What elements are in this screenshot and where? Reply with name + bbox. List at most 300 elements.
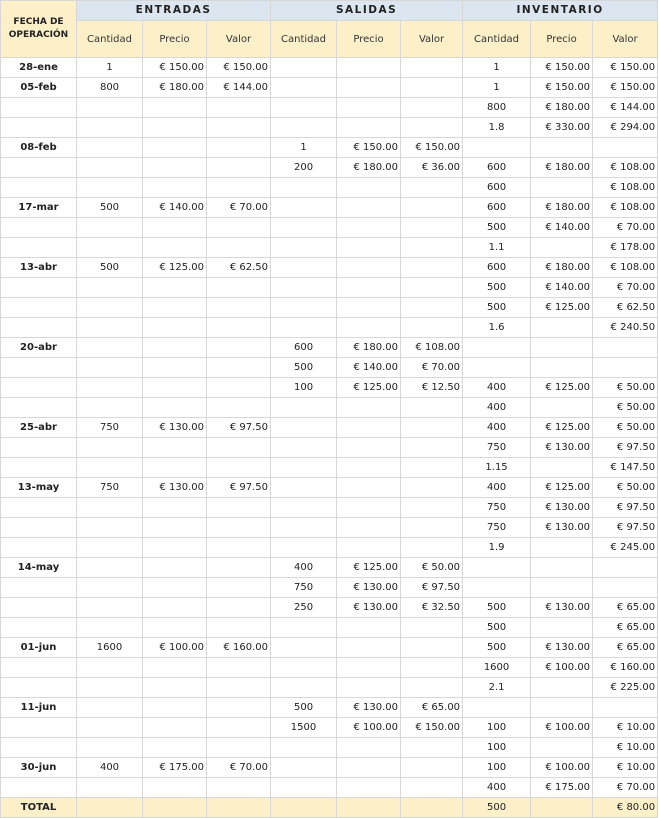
inventario-precio-cell xyxy=(531,538,593,558)
inventario-cantidad-cell: 600 xyxy=(463,178,531,198)
header-fecha: FECHA DE OPERACIÓN xyxy=(1,1,77,58)
inventario-precio-cell xyxy=(531,618,593,638)
inventario-valor-cell xyxy=(593,578,658,598)
inventario-precio-cell: € 180.00 xyxy=(531,258,593,278)
salidas-precio-cell xyxy=(337,198,401,218)
table-row xyxy=(1,258,658,278)
inventario-valor-cell: € 10.00 xyxy=(593,718,658,738)
salidas-precio-cell xyxy=(337,538,401,558)
table-row xyxy=(1,438,658,458)
inventario-precio-cell xyxy=(531,178,593,198)
entradas-cantidad-cell xyxy=(77,518,143,538)
inventario-valor-cell: € 160.00 xyxy=(593,658,658,678)
fecha-cell xyxy=(1,158,77,178)
table-row xyxy=(1,698,658,718)
inventario-cantidad-cell: 500 xyxy=(463,298,531,318)
inventario-valor-cell: € 50.00 xyxy=(593,478,658,498)
inventario-precio-cell: € 100.00 xyxy=(531,718,593,738)
salidas-cantidad-cell: 400 xyxy=(271,558,337,578)
inventario-precio-cell: € 130.00 xyxy=(531,498,593,518)
entradas-precio-cell xyxy=(143,118,207,138)
inventario-precio-cell: € 125.00 xyxy=(531,478,593,498)
salidas-valor-cell xyxy=(401,638,463,658)
salidas-cantidad-cell xyxy=(271,58,337,78)
subheader-valor: Valor xyxy=(593,21,658,58)
salidas-valor-cell xyxy=(401,238,463,258)
table-row xyxy=(1,498,658,518)
entradas-valor-cell xyxy=(207,138,271,158)
fecha-cell xyxy=(1,778,77,798)
inventario-cantidad-cell: 800 xyxy=(463,98,531,118)
fecha-cell xyxy=(1,238,77,258)
table-row xyxy=(1,138,658,158)
subheader-precio: Precio xyxy=(531,21,593,58)
entradas-valor-cell xyxy=(207,378,271,398)
fecha-cell xyxy=(1,618,77,638)
fecha-cell: 20-abr xyxy=(1,338,77,358)
entradas-valor-cell: € 150.00 xyxy=(207,58,271,78)
inventario-cantidad-cell: 600 xyxy=(463,198,531,218)
entradas-valor-cell xyxy=(207,558,271,578)
entradas-precio-cell xyxy=(143,338,207,358)
table-body xyxy=(1,58,658,798)
salidas-cantidad-cell xyxy=(271,758,337,778)
inventario-cantidad-cell: 1 xyxy=(463,58,531,78)
inventario-valor-cell: € 65.00 xyxy=(593,598,658,618)
salidas-cantidad-cell xyxy=(271,658,337,678)
entradas-valor-cell: € 70.00 xyxy=(207,198,271,218)
inventario-precio-cell: € 180.00 xyxy=(531,98,593,118)
table-row xyxy=(1,278,658,298)
salidas-cantidad-cell: 1 xyxy=(271,138,337,158)
inventario-cantidad-cell: 750 xyxy=(463,438,531,458)
inventario-valor-cell: € 178.00 xyxy=(593,238,658,258)
fecha-cell: 28-ene xyxy=(1,58,77,78)
salidas-cantidad-cell xyxy=(271,178,337,198)
subheader-precio: Precio xyxy=(337,21,401,58)
inventario-valor-cell: € 65.00 xyxy=(593,638,658,658)
entradas-cantidad-cell xyxy=(77,138,143,158)
entradas-valor-cell xyxy=(207,118,271,138)
entradas-cantidad-cell xyxy=(77,398,143,418)
inventario-precio-cell: € 125.00 xyxy=(531,298,593,318)
entradas-valor-cell: € 160.00 xyxy=(207,638,271,658)
entradas-cantidad-cell xyxy=(77,658,143,678)
salidas-valor-cell: € 150.00 xyxy=(401,718,463,738)
salidas-valor-cell xyxy=(401,678,463,698)
salidas-cantidad-cell xyxy=(271,398,337,418)
salidas-valor-cell xyxy=(401,658,463,678)
entradas-valor-cell xyxy=(207,438,271,458)
inventario-valor-cell: € 70.00 xyxy=(593,278,658,298)
entradas-valor-cell xyxy=(207,358,271,378)
salidas-valor-cell xyxy=(401,278,463,298)
inventario-precio-cell: € 180.00 xyxy=(531,158,593,178)
entradas-precio-cell xyxy=(143,498,207,518)
inventario-cantidad-cell xyxy=(463,138,531,158)
table-row xyxy=(1,198,658,218)
salidas-cantidad-cell xyxy=(271,78,337,98)
salidas-precio-cell xyxy=(337,78,401,98)
table-row xyxy=(1,758,658,778)
inventario-valor-cell: € 10.00 xyxy=(593,758,658,778)
entradas-cantidad-cell xyxy=(77,718,143,738)
table-row xyxy=(1,298,658,318)
entradas-precio-cell xyxy=(143,378,207,398)
salidas-cantidad-cell xyxy=(271,258,337,278)
entradas-cantidad-cell xyxy=(77,158,143,178)
entradas-valor-cell xyxy=(207,518,271,538)
salidas-cantidad-cell xyxy=(271,198,337,218)
salidas-valor-cell xyxy=(401,758,463,778)
entradas-cantidad-cell: 500 xyxy=(77,258,143,278)
salidas-valor-cell xyxy=(401,258,463,278)
entradas-valor-cell xyxy=(207,738,271,758)
inventario-precio-cell xyxy=(531,398,593,418)
salidas-valor-cell xyxy=(401,618,463,638)
entradas-valor-cell xyxy=(207,178,271,198)
salidas-precio-cell: € 150.00 xyxy=(337,138,401,158)
salidas-cantidad-cell: 250 xyxy=(271,598,337,618)
salidas-valor-cell: € 70.00 xyxy=(401,358,463,378)
entradas-valor-cell xyxy=(207,678,271,698)
table-row xyxy=(1,398,658,418)
inventario-valor-cell: € 108.00 xyxy=(593,158,658,178)
entradas-cantidad-cell xyxy=(77,118,143,138)
entradas-precio-cell xyxy=(143,238,207,258)
table-row xyxy=(1,598,658,618)
inventario-cantidad-cell: 1.8 xyxy=(463,118,531,138)
fecha-cell: 13-abr xyxy=(1,258,77,278)
inventario-valor-cell: € 50.00 xyxy=(593,398,658,418)
inventario-cantidad-cell: 1600 xyxy=(463,658,531,678)
cell xyxy=(207,798,271,818)
salidas-precio-cell xyxy=(337,238,401,258)
salidas-precio-cell xyxy=(337,118,401,138)
inventario-precio-cell: € 330.00 xyxy=(531,118,593,138)
entradas-valor-cell xyxy=(207,778,271,798)
fecha-cell xyxy=(1,118,77,138)
salidas-precio-cell: € 100.00 xyxy=(337,718,401,738)
subheader-valor: Valor xyxy=(401,21,463,58)
cell xyxy=(531,798,593,818)
salidas-cantidad-cell xyxy=(271,218,337,238)
entradas-valor-cell xyxy=(207,578,271,598)
cell xyxy=(143,798,207,818)
salidas-cantidad-cell: 750 xyxy=(271,578,337,598)
entradas-valor-cell xyxy=(207,538,271,558)
entradas-cantidad-cell xyxy=(77,778,143,798)
inventario-precio-cell: € 130.00 xyxy=(531,438,593,458)
table-row xyxy=(1,558,658,578)
entradas-cantidad-cell xyxy=(77,338,143,358)
inventario-cantidad-cell xyxy=(463,358,531,378)
entradas-precio-cell xyxy=(143,678,207,698)
entradas-precio-cell xyxy=(143,158,207,178)
salidas-cantidad-cell xyxy=(271,118,337,138)
inventario-cantidad-cell xyxy=(463,578,531,598)
table-row xyxy=(1,578,658,598)
inventario-cantidad-cell: 600 xyxy=(463,258,531,278)
table-row xyxy=(1,678,658,698)
salidas-valor-cell xyxy=(401,178,463,198)
entradas-valor-cell xyxy=(207,98,271,118)
entradas-precio-cell: € 175.00 xyxy=(143,758,207,778)
entradas-cantidad-cell xyxy=(77,178,143,198)
salidas-precio-cell xyxy=(337,478,401,498)
inventario-valor-cell: € 245.00 xyxy=(593,538,658,558)
inventario-cantidad-cell: 1 xyxy=(463,78,531,98)
salidas-cantidad-cell xyxy=(271,438,337,458)
inventario-cantidad-cell: 500 xyxy=(463,598,531,618)
salidas-valor-cell xyxy=(401,458,463,478)
entradas-precio-cell xyxy=(143,578,207,598)
salidas-cantidad-cell xyxy=(271,678,337,698)
entradas-precio-cell xyxy=(143,98,207,118)
salidas-valor-cell xyxy=(401,738,463,758)
salidas-valor-cell xyxy=(401,498,463,518)
entradas-cantidad-cell xyxy=(77,498,143,518)
fecha-cell: 05-feb xyxy=(1,78,77,98)
table-row xyxy=(1,618,658,638)
entradas-precio-cell xyxy=(143,218,207,238)
entradas-valor-cell xyxy=(207,658,271,678)
inventario-valor-cell: € 144.00 xyxy=(593,98,658,118)
entradas-valor-cell xyxy=(207,318,271,338)
inventario-cantidad-cell xyxy=(463,558,531,578)
entradas-precio-cell: € 100.00 xyxy=(143,638,207,658)
salidas-valor-cell: € 65.00 xyxy=(401,698,463,718)
entradas-precio-cell xyxy=(143,358,207,378)
total-cantidad: 500 xyxy=(463,798,531,818)
subheader-cantidad: Cantidad xyxy=(463,21,531,58)
salidas-valor-cell: € 97.50 xyxy=(401,578,463,598)
fecha-cell xyxy=(1,658,77,678)
fecha-cell xyxy=(1,538,77,558)
inventario-valor-cell: € 10.00 xyxy=(593,738,658,758)
salidas-precio-cell xyxy=(337,318,401,338)
inventario-cantidad-cell: 100 xyxy=(463,758,531,778)
inventario-precio-cell: € 125.00 xyxy=(531,378,593,398)
salidas-precio-cell: € 130.00 xyxy=(337,598,401,618)
entradas-precio-cell xyxy=(143,398,207,418)
entradas-cantidad-cell xyxy=(77,618,143,638)
subheader-cantidad: Cantidad xyxy=(77,21,143,58)
salidas-cantidad-cell xyxy=(271,98,337,118)
fecha-cell xyxy=(1,578,77,598)
fecha-cell xyxy=(1,678,77,698)
entradas-precio-cell xyxy=(143,318,207,338)
fecha-cell xyxy=(1,178,77,198)
fecha-cell: 11-jun xyxy=(1,698,77,718)
table-row xyxy=(1,238,658,258)
salidas-precio-cell xyxy=(337,278,401,298)
inventario-cantidad-cell: 500 xyxy=(463,618,531,638)
salidas-cantidad-cell xyxy=(271,738,337,758)
entradas-valor-cell xyxy=(207,338,271,358)
table-row xyxy=(1,338,658,358)
salidas-precio-cell xyxy=(337,658,401,678)
table-row xyxy=(1,738,658,758)
salidas-valor-cell xyxy=(401,298,463,318)
inventario-valor-cell: € 294.00 xyxy=(593,118,658,138)
salidas-precio-cell xyxy=(337,98,401,118)
entradas-valor-cell xyxy=(207,218,271,238)
inventario-valor-cell: € 97.50 xyxy=(593,518,658,538)
cell xyxy=(77,798,143,818)
salidas-precio-cell xyxy=(337,58,401,78)
inventario-cantidad-cell: 400 xyxy=(463,778,531,798)
entradas-valor-cell xyxy=(207,718,271,738)
entradas-precio-cell xyxy=(143,538,207,558)
inventario-cantidad-cell xyxy=(463,338,531,358)
entradas-precio-cell xyxy=(143,178,207,198)
entradas-valor-cell xyxy=(207,618,271,638)
entradas-cantidad-cell xyxy=(77,298,143,318)
salidas-valor-cell xyxy=(401,418,463,438)
salidas-precio-cell xyxy=(337,418,401,438)
table-row xyxy=(1,318,658,338)
salidas-cantidad-cell xyxy=(271,538,337,558)
salidas-precio-cell xyxy=(337,258,401,278)
entradas-cantidad-cell: 500 xyxy=(77,198,143,218)
salidas-precio-cell: € 125.00 xyxy=(337,378,401,398)
inventario-precio-cell: € 100.00 xyxy=(531,658,593,678)
inventario-cantidad-cell: 600 xyxy=(463,158,531,178)
salidas-cantidad-cell: 500 xyxy=(271,698,337,718)
table-row xyxy=(1,218,658,238)
inventario-precio-cell: € 175.00 xyxy=(531,778,593,798)
inventario-valor-cell: € 147.50 xyxy=(593,458,658,478)
entradas-valor-cell xyxy=(207,498,271,518)
inventario-precio-cell: € 130.00 xyxy=(531,598,593,618)
entradas-cantidad-cell: 750 xyxy=(77,478,143,498)
entradas-cantidad-cell xyxy=(77,438,143,458)
salidas-valor-cell xyxy=(401,198,463,218)
inventario-valor-cell: € 70.00 xyxy=(593,218,658,238)
entradas-precio-cell xyxy=(143,438,207,458)
inventario-valor-cell: € 150.00 xyxy=(593,78,658,98)
inventario-precio-cell: € 130.00 xyxy=(531,518,593,538)
fecha-cell xyxy=(1,398,77,418)
fecha-cell: 25-abr xyxy=(1,418,77,438)
entradas-cantidad-cell xyxy=(77,98,143,118)
inventario-cantidad-cell xyxy=(463,698,531,718)
inventario-cantidad-cell: 400 xyxy=(463,478,531,498)
entradas-cantidad-cell: 1 xyxy=(77,58,143,78)
subheader-precio: Precio xyxy=(143,21,207,58)
table-row xyxy=(1,538,658,558)
subheader-valor: Valor xyxy=(207,21,271,58)
entradas-precio-cell: € 125.00 xyxy=(143,258,207,278)
salidas-cantidad-cell xyxy=(271,458,337,478)
total-valor: € 80.00 xyxy=(593,798,658,818)
entradas-precio-cell xyxy=(143,298,207,318)
entradas-valor-cell xyxy=(207,238,271,258)
inventario-precio-cell xyxy=(531,698,593,718)
salidas-precio-cell: € 130.00 xyxy=(337,698,401,718)
salidas-valor-cell xyxy=(401,118,463,138)
table-row xyxy=(1,358,658,378)
inventario-precio-cell xyxy=(531,358,593,378)
inventario-valor-cell: € 50.00 xyxy=(593,378,658,398)
inventario-precio-cell xyxy=(531,578,593,598)
inventario-cantidad-cell: 400 xyxy=(463,378,531,398)
salidas-cantidad-cell xyxy=(271,318,337,338)
salidas-valor-cell xyxy=(401,58,463,78)
salidas-cantidad-cell: 600 xyxy=(271,338,337,358)
entradas-precio-cell xyxy=(143,698,207,718)
table-row xyxy=(1,418,658,438)
header-salidas: SALIDAS xyxy=(271,1,463,21)
entradas-valor-cell xyxy=(207,698,271,718)
inventario-valor-cell xyxy=(593,558,658,578)
salidas-precio-cell: € 180.00 xyxy=(337,158,401,178)
entradas-precio-cell xyxy=(143,458,207,478)
fecha-cell xyxy=(1,98,77,118)
salidas-cantidad-cell xyxy=(271,238,337,258)
salidas-valor-cell: € 36.00 xyxy=(401,158,463,178)
entradas-cantidad-cell xyxy=(77,678,143,698)
entradas-cantidad-cell: 750 xyxy=(77,418,143,438)
salidas-valor-cell: € 32.50 xyxy=(401,598,463,618)
inventario-cantidad-cell: 1.1 xyxy=(463,238,531,258)
inventario-precio-cell: € 100.00 xyxy=(531,758,593,778)
salidas-cantidad-cell: 1500 xyxy=(271,718,337,738)
fecha-cell xyxy=(1,278,77,298)
salidas-valor-cell: € 12.50 xyxy=(401,378,463,398)
inventario-valor-cell: € 50.00 xyxy=(593,418,658,438)
entradas-cantidad-cell xyxy=(77,238,143,258)
salidas-precio-cell xyxy=(337,618,401,638)
salidas-precio-cell xyxy=(337,778,401,798)
table-row xyxy=(1,58,658,78)
table-row xyxy=(1,658,658,678)
fecha-cell: 30-jun xyxy=(1,758,77,778)
salidas-valor-cell xyxy=(401,398,463,418)
total-label: TOTAL xyxy=(1,798,77,818)
entradas-cantidad-cell: 1600 xyxy=(77,638,143,658)
fecha-cell xyxy=(1,598,77,618)
inventario-precio-cell xyxy=(531,238,593,258)
entradas-precio-cell xyxy=(143,618,207,638)
salidas-precio-cell xyxy=(337,678,401,698)
entradas-precio-cell xyxy=(143,138,207,158)
table-row xyxy=(1,478,658,498)
inventario-cantidad-cell: 500 xyxy=(463,218,531,238)
salidas-valor-cell: € 150.00 xyxy=(401,138,463,158)
inventario-valor-cell: € 225.00 xyxy=(593,678,658,698)
total-row xyxy=(1,798,658,818)
table-row xyxy=(1,458,658,478)
entradas-cantidad-cell xyxy=(77,358,143,378)
inventario-valor-cell: € 150.00 xyxy=(593,58,658,78)
salidas-valor-cell: € 50.00 xyxy=(401,558,463,578)
salidas-valor-cell xyxy=(401,518,463,538)
entradas-valor-cell: € 97.50 xyxy=(207,418,271,438)
inventario-cantidad-cell: 750 xyxy=(463,498,531,518)
inventario-valor-cell: € 97.50 xyxy=(593,498,658,518)
inventario-cantidad-cell: 1.6 xyxy=(463,318,531,338)
salidas-cantidad-cell: 500 xyxy=(271,358,337,378)
entradas-cantidad-cell xyxy=(77,538,143,558)
fecha-cell: 14-may xyxy=(1,558,77,578)
salidas-cantidad-cell xyxy=(271,478,337,498)
inventario-valor-cell: € 108.00 xyxy=(593,198,658,218)
inventario-precio-cell: € 125.00 xyxy=(531,418,593,438)
entradas-valor-cell: € 62.50 xyxy=(207,258,271,278)
entradas-cantidad-cell xyxy=(77,318,143,338)
